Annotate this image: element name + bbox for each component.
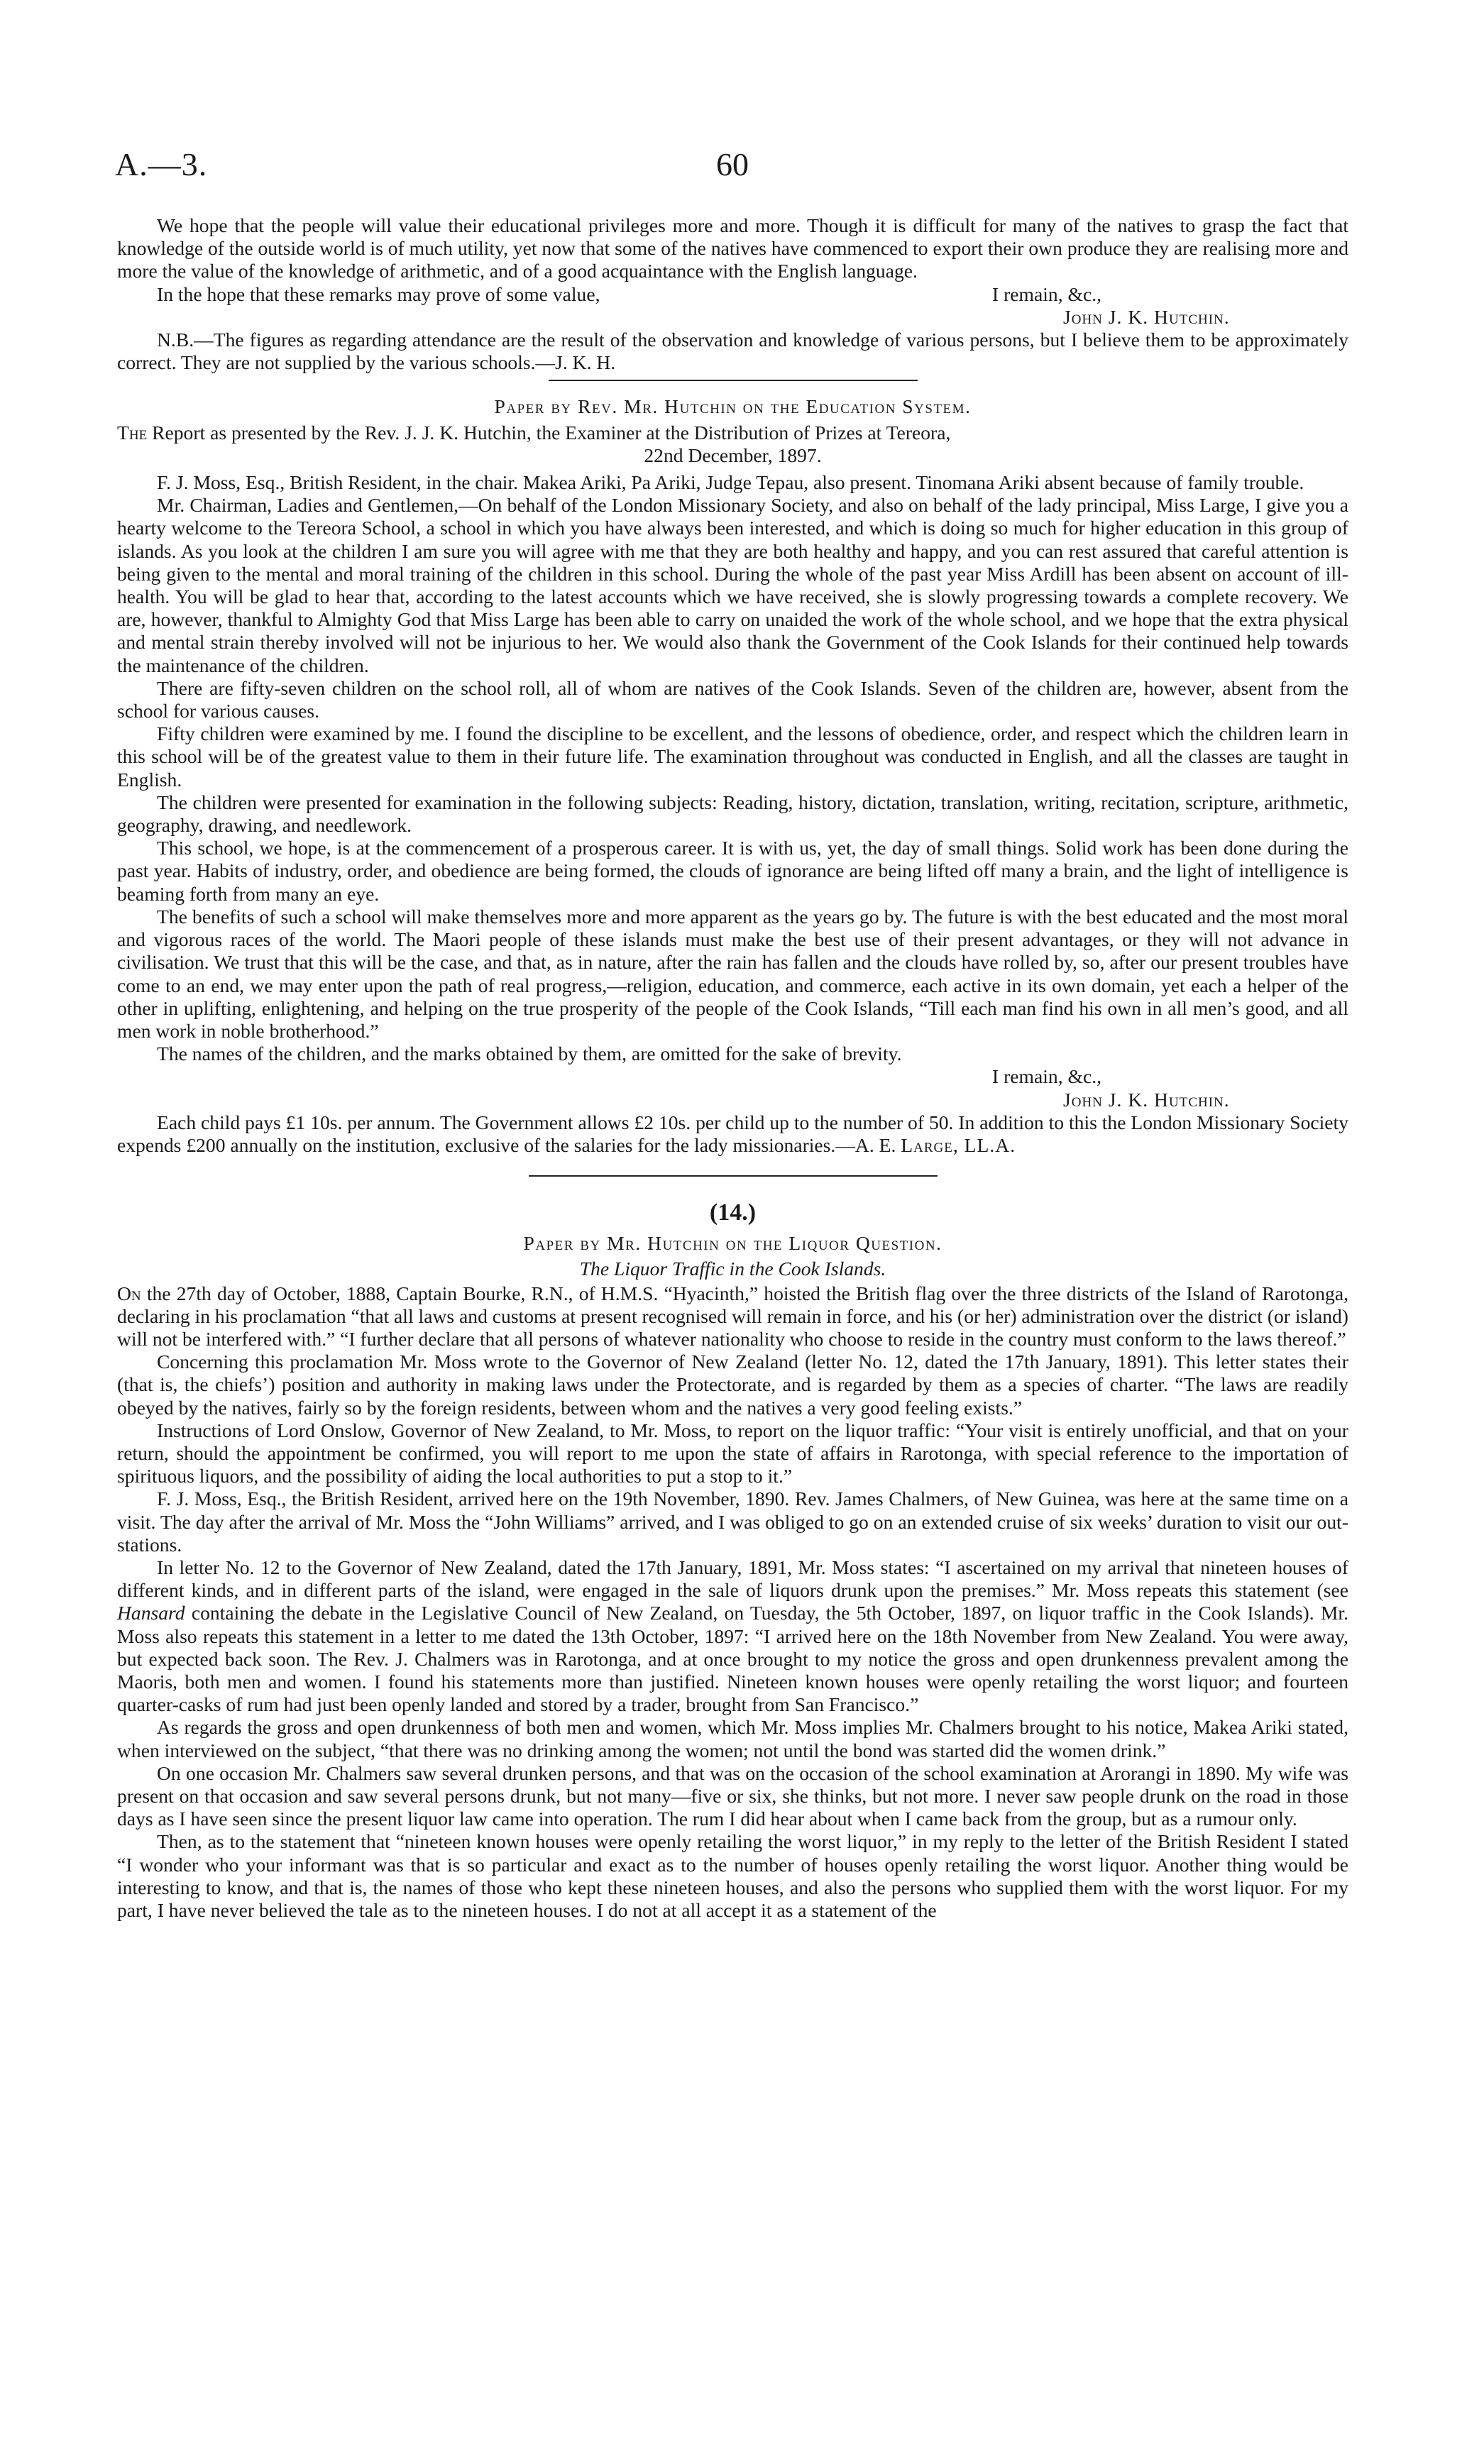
first-word: On [117,1282,141,1304]
note-signature: Large, LL.A. [901,1133,1016,1156]
paragraph: Then, as to the statement that “nineteen known houses were openly retailing the worst liquor,” in my reply to the letter of the British Resident I stated “I wonder who your informant was that is so particular and exact as to the number of houses openly retailing the worst liquor. Another thing would be interesting to know, and that is, the names of those who kept these nineteen houses, and also the persons who supplied them with the worst liquor. For my part, I have never believed the tale as to the nineteen houses. I do not at all accept it as a statement of the [117,1830,1348,1922]
paragraph: The benefits of such a school will make themselves more and more apparent as the years go by. The future is with the best educated and the most moral and vigorous races of the world. The Maori people of these islands must make the best use of their present advantages, or they will not advance in civilisation. We trust that this will be the case, and that, as in nature, after the rain has fallen and the clouds have rolled by, so, after our present troubles have come to an end, we may enter upon the path of real progress,—religion, education, and commerce, each active in its own domain, yet each a helper of the other in uplifting, enlightening, and helping on the true prosperity of the people of the Cook Islands, “Till each man find his own in all men’s good, and all men work in noble brotherhood.” [117,905,1348,1042]
section-title: Paper by Mr. Hutchin on the Liquor Question. [523,1232,942,1255]
section-number: (14.) [709,1199,757,1226]
paragraph: Concerning this proclamation Mr. Moss wrote to the Governor of New Zealand (letter No. 12, dated the 17th January, 1891). This letter states their (that is, the chiefs’) position and authority in making laws under the Protectorate, and is regarded by them as a species of charter. “The laws are readily obeyed by the natives, fairly so by the foreign residents, between whom and the natives a very good feeling exists.” [117,1351,1348,1419]
intro-text: Report as presented by the Rev. J. J. K. Hutchin, the Examiner at the Distribution of Prizes at Tereora, [152,421,951,444]
closing-line [117,283,1348,306]
note-text: Each child pays £1 10s. per annum. The Government allows £2 10s. per child up to the number of 50. In addition to this the London Missionary Society expends £200 annually on the institution, exclusive of the salaries for the lady missionaries.—A. E. [117,1111,1348,1156]
paragraph: Fifty children were examined by me. I found the discipline to be excellent, and the lessons of obedience, order, and respect which the children learn in this school will be of the greatest value to them in their future life. The examination throughout was conducted in English, and all the classes are taught in English. [117,722,1348,791]
paragraph-text: In letter No. 12 to the Governor of New Zealand, dated the 17th January, 1891, Mr. Moss states: “I ascertained on my arrival that nineteen houses of different kinds, and in different parts of the island, were engaged in the sale of liquors drunk upon the premises.” Mr. Moss repeats this statement (see [117,1556,1348,1602]
paragraph: The children were presented for examination in the following subjects: Reading, history, dictation, translation, writing, recitation, scripture, arithmetic, geography, drawing, and needlework. [117,791,1348,837]
section-subtitle: The Liquor Traffic in the Cook Islands. [579,1258,886,1280]
hansard-reference: Hansard [117,1602,185,1624]
closing-remain: I remain, &c., [992,1065,1102,1088]
paragraph: Instructions of Lord Onslow, Governor of New Zealand, to Mr. Moss, to report on the liquor traffic: “Your visit is entirely unofficial, and that on your return, should the appointment be confirmed, you will report to me upon the state of affairs in Rarotonga, with special reference to the importation of spirituous liquors, and the possibility of aiding the local authorities to put a stop to it.” [117,1419,1348,1487]
closing-text: In the hope that these remarks may prove of some value, [157,282,600,305]
intro-date: 22nd December, 1897. [644,444,822,466]
paragraph: F. J. Moss, Esq., the British Resident, arrived here on the 19th November, 1890. Rev. James Chalmers, of New Guinea, was here at the same time on a visit. The day after the arrival of Mr. Moss the “John Williams” arrived, and I was obliged to go on an extended cruise of six weeks’ duration to visit our out-stations. [117,1487,1348,1556]
paragraph: Mr. Chairman, Ladies and Gentlemen,—On behalf of the London Missionary Society, and also on behalf of the lady principal, Miss Large, I give you a hearty welcome to the Tereora School, a school in which you have always been interested, and which is doing so much for higher education in this group of islands. As you look at the children I am sure you will agree with me that they are both healthy and happy, and you can rest assured that careful attention is being given to the mental and moral training of the children in this school. During the whole of the past year Miss Ardill has been absent on account of ill-health. You will be glad to hear that, according to the latest accounts which we have received, she is slowly progressing towards a complete recovery. We are, however, thankful to Almighty God that Miss Large has been able to carry on unaided the work of the whole school, and we hope that the extra physical and mental strain thereby involved will not be injurious to her. We would also thank the Government of the Cook Islands for their continued help towards the maintenance of the children. [117,494,1348,676]
page-number: 60 [716,146,749,182]
paragraph: We hope that the people will value their educational privileges more and more. Though it is difficult for many of the natives to grasp the fact that knowledge of the outside world is of much utility, yet now that some of the natives have commenced to export their own produce they are realising more and more the value of the knowledge of arithmetic, and of a good acquaintance with the English language. [117,214,1348,282]
closing-remain: I remain, &c., [992,282,1102,305]
note-paragraph [117,1111,1348,1157]
paragraph: This school, we hope, is at the commencement of a prosperous career. It is with us, yet, the day of small things. Solid work has been done during the past year. Habits of industry, order, and obedience are being formed, the clouds of ignorance are being lifted off many a brain, and the light of intelligence is beaming forth from many an eye. [117,837,1348,905]
paragraph-text: the 27th day of October, 1888, Captain Bourke, R.N., of H.M.S. “Hyacinth,” hoisted the British flag over the three districts of the Island of Rarotonga, declaring in his proclamation “that all laws and customs at present recognised will remain in force, and his (or her) administration over the district (or island) will not be interfered with.” “I further declare that all persons of whatever nationality who choose to reside in the country must conform to the laws thereof.” [117,1282,1349,1350]
document-reference: A.—3. [115,146,208,182]
paragraph [117,1282,1348,1351]
intro-first-word: The [117,421,148,444]
paragraph: As regards the gross and open drunkenness of both men and women, which Mr. Moss implies Mr. Chalmers brought to his notice, Makea Ariki stated, when interviewed on the subject, “that there was no drinking among the women; not until the bond was started did the women drink.” [117,1716,1348,1761]
intro-paragraph [117,422,1348,444]
section-title: Paper by Rev. Mr. Hutchin on the Education System. [494,395,972,418]
paragraph: F. J. Moss, Esq., British Resident, in the chair. Makea Ariki, Pa Ariki, Judge Tepau, also present. Tinomana Ariki absent because of family trouble. [157,471,1304,494]
nota-bene: N.B.—The figures as regarding attendance are the result of the observation and knowledge of various persons, but I believe them to be approximately correct. They are not supplied by the various schools.—J. K. H. [117,329,1348,374]
paragraph-text: containing the debate in the Legislative Council of New Zealand, on Tuesday, the 5th October, 1897, on liquor traffic in the Cook Islands). Mr. Moss also repeats this statement in a letter to me dated the 13th October, 1897: “I arrived here on the 18th November from New Zealand. You were away, but expected back soon. The Rev. J. Chalmers was in Rarotonga, and at once brought to my notice the gross and open drunkenness prevalent among the Maoris, both men and women. I found his statements more than justified. Nineteen known houses were openly retailing the worst liquor; and fourteen quarter-casks of rum had just been openly landed and stored by a trader, brought from San Francisco.” [117,1602,1348,1716]
paragraph: The names of the children, and the marks obtained by them, are omitted for the sake of brevity. [157,1043,902,1065]
running-header [115,145,1350,188]
section-divider [549,380,918,381]
paragraph [117,1556,1348,1716]
signature: John J. K. Hutchin. [1063,305,1230,328]
paragraph: On one occasion Mr. Chalmers saw several drunken persons, and that was on the occasion of the school examination at Arorangi in 1890. My wife was present on that occasion and saw several persons drunk, but not many—five or six, she thinks, but not more. I never saw people drunk on the road in those days as I have seen since the present liquor law came into operation. The rum I did hear about when I came back from the group, but as a rumour only. [117,1761,1348,1830]
page-body [117,214,1348,1922]
paragraph: There are fifty-seven children on the school roll, all of whom are natives of the Cook Islands. Seven of the children are, however, absent from the school for various causes. [117,676,1348,722]
signature: John J. K. Hutchin. [1063,1088,1230,1111]
section-divider [529,1175,938,1177]
